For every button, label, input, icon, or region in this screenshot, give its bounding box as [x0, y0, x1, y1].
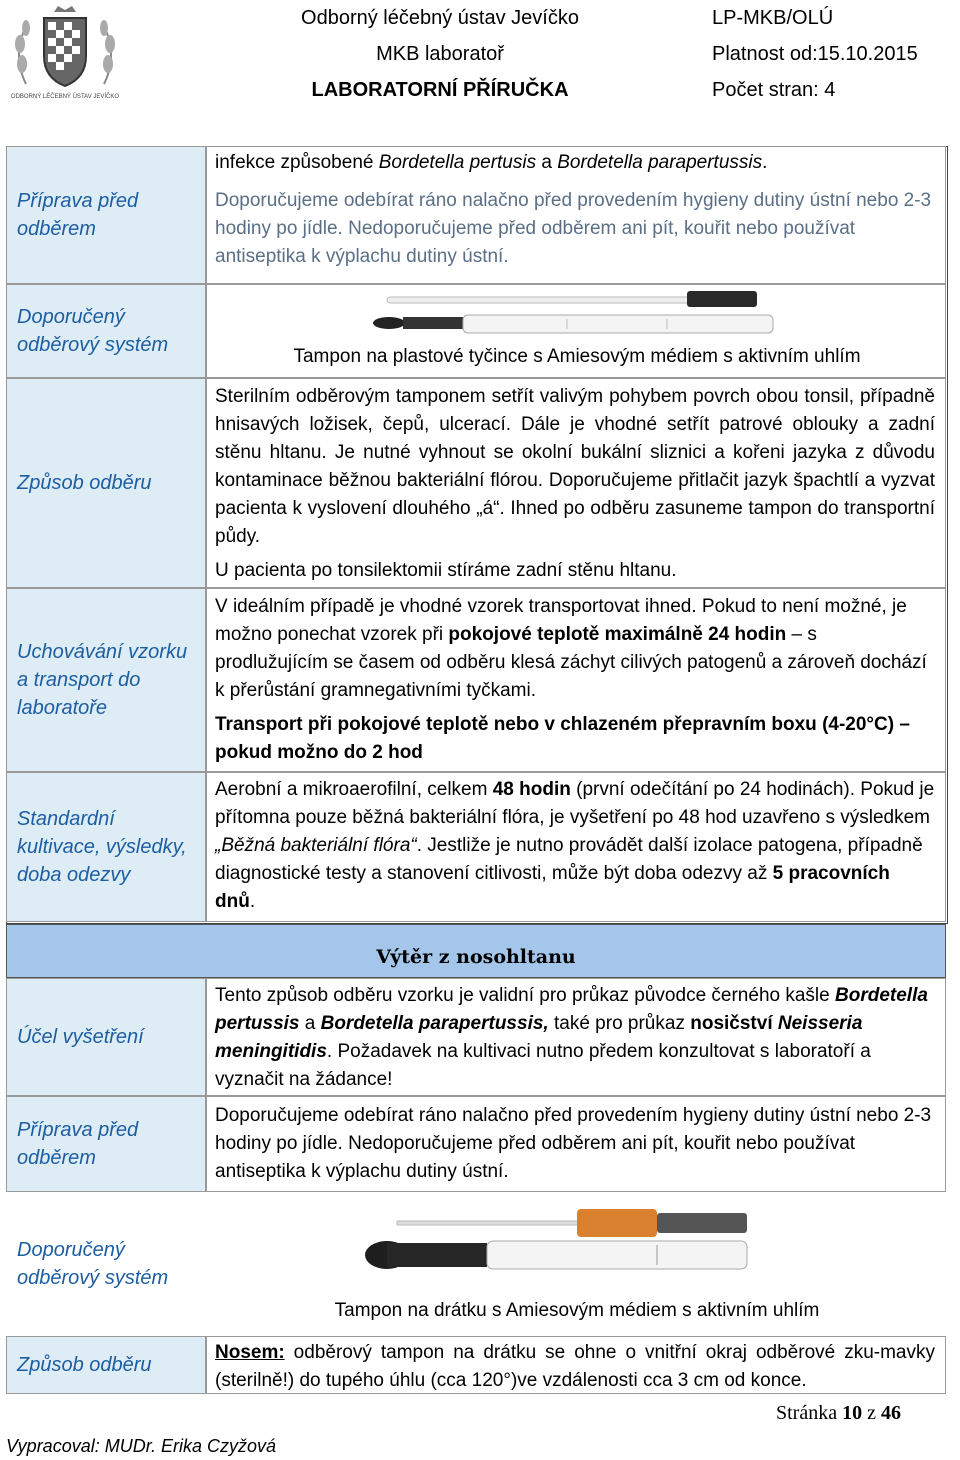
storage-text: V ideálním případě je vhodné vzorek transportovat ihned. Pokud to není možné, je možno ponechat vzorek při pokojové teplotě maximálně 24 hodin – s prodlužujícím se časem od odběru klesá záchyt cilivých patogenů a zároveň dochází k přerůstání gramnegativními tyčkami.	[215, 596, 927, 701]
institute-name: Odborný léčebný ústav Jevíčko	[301, 7, 579, 29]
row-content-purpose: Tento způsob odběru vzorku je validní pro průkaz původce černého kašle Bordetella pertussis a Bordetella parapertussis, také pro průkaz nosičství Neisseria meningitidis. Požadavek na kultivaci nutno předem konzultovat s laboratoří a vyznačit na žádance!	[206, 978, 946, 1096]
author-line: Vypracoval: MUDr. Erika Czyžová	[6, 1436, 277, 1456]
row-content-preparation-2	[206, 1096, 946, 1192]
document-code: LP-MKB/OLÚ	[712, 7, 834, 29]
preparation-text-2: Doporučujeme odebírat ráno nalačno před provedením hygieny dutiny ústní nebo 2-3 hodiny po jídle. Nedoporučujeme před odběrem ani pít, kouřit nebo používat antiseptika k výplachu dutiny ústní.	[215, 1105, 932, 1182]
page-number: Stránka 10 z 46	[776, 1402, 901, 1424]
wire-swab-image	[357, 1203, 757, 1286]
plastic-swab-image	[367, 287, 777, 348]
intro-line: infekce způsobené Bordetella pertusis a Bordetella parapertussis.	[215, 152, 768, 173]
page-header	[0, 0, 960, 110]
institute-logo	[6, 4, 124, 106]
row-content-sampling-system-2	[206, 1192, 946, 1336]
transport-text: Transport při pokojové teplotě nebo v chlazeném přepravním boxu (4-20°C) – pokud možno do 2 hod	[215, 714, 910, 763]
row-content-cultivation: Aerobní a mikroaerofilní, celkem 48 hodin (první odečítání po 24 hodinách). Pokud je přítomna pouze běžná bakteriální flóra, je vyšetření po 48 hod uzavřeno s výsledkem „Běžná bakteriální flóra“. Jestliže je nutno provádět další izolace patogena, případně diagnostické testy a stanovení citlivosti, může být doba odezvy až 5 pracovních dnů.	[206, 772, 946, 922]
row-content-sampling-system	[206, 284, 946, 378]
row-label-preparation: Příprava před odběrem	[6, 146, 206, 284]
row-label-storage-transport: Uchovávání vzorku a transport do laboratoře	[6, 588, 206, 772]
section-title-nasopharynx: Výtěr z nosohltanu	[6, 924, 946, 978]
row-label-preparation-2: Příprava před odběrem	[6, 1096, 206, 1192]
row-content-sampling-method-2: Nosem: odběrový tampon na drátku se ohne o vnitřní okraj odběrové zku-mavky (sterilně!) do tupého úhlu (cca 120°)ve vzdálenosti cca 3 cm od konce.	[206, 1336, 946, 1394]
validity-date: Platnost od:15.10.2015	[712, 43, 918, 65]
plastic-swab-caption: Tampon na plastové tyčince s Amiesovým médiem s aktivním uhlím	[293, 346, 861, 367]
row-label-purpose: Účel vyšetření	[6, 978, 206, 1096]
laboratory-name: MKB laboratoř	[376, 43, 504, 65]
row-label-sampling-method: Způsob odběru	[6, 378, 206, 588]
row-content-sampling-method	[206, 378, 946, 588]
row-content-storage-transport	[206, 588, 946, 772]
page-count: Počet stran: 4	[712, 79, 836, 101]
svg-text:ODBORNÝ LÉČEBNÝ ÚSTAV JEVÍČKO: ODBORNÝ LÉČEBNÝ ÚSTAV JEVÍČKO	[10, 94, 120, 100]
row-content-preparation	[206, 146, 946, 284]
sampling-method-text: Sterilním odběrovým tamponem setřít valivým pohybem povrch obou tonsil, případně hnisavých ložisek, čepů, ulcerací. Dále je vhodné setřít patrové oblouky a zadní stěnu hltanu. Je nutné vyhnout se okolní bukální sliznici a kořeni jazyka z důvodu kontaminace běžnou bakteriální flórou. Doporučujeme přitlačit jazyk špachtlí a vyzvat pacienta k vyslovení dlouhého „á“. Ihned po odběru zasuneme tampon do transportní půdy.	[215, 386, 935, 547]
manual-title: LABORATORNÍ PŘÍRUČKA	[311, 79, 569, 101]
tonsillectomy-note: U pacienta po tonsilektomii stíráme zadní stěnu hltanu.	[215, 560, 677, 581]
preparation-text: Doporučujeme odebírat ráno nalačno před provedením hygieny dutiny ústní nebo 2-3 hodiny po jídle. Nedoporučujeme před odběrem ani pít, kouřit nebo používat antiseptika k výplachu dutiny ústní.	[215, 190, 932, 267]
row-label-sampling-system: Doporučený odběrový systém	[6, 284, 206, 378]
row-label-sampling-system-2: Doporučený odběrový systém	[6, 1192, 206, 1336]
row-label-sampling-method-2: Způsob odběru	[6, 1336, 206, 1394]
wire-swab-caption: Tampon na drátku s Amiesovým médiem s aktivním uhlím	[334, 1300, 820, 1321]
row-label-cultivation: Standardní kultivace, výsledky, doba odezvy	[6, 772, 206, 922]
